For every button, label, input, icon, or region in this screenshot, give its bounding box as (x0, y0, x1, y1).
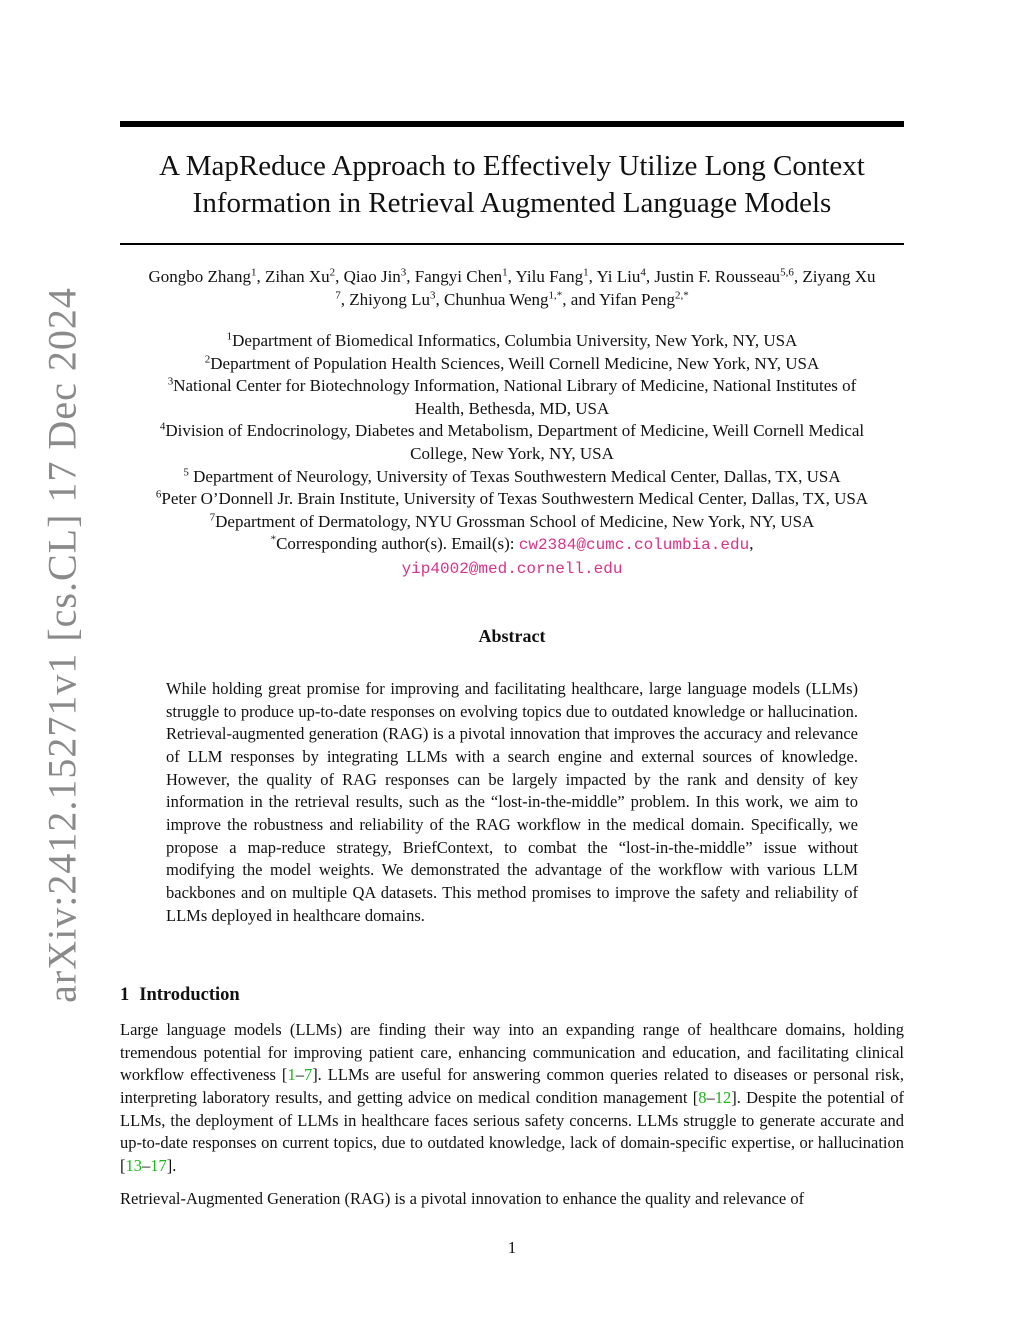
author-affil-sup: 1,* (548, 289, 563, 302)
author-affil-sup: 1 (250, 266, 257, 279)
citation-link[interactable]: 1 (287, 1065, 296, 1085)
paper-title (120, 148, 904, 222)
section-heading-introduction (120, 985, 240, 1006)
page-number: 1 (507, 1238, 517, 1257)
author-line-1: Gongbo Zhang$^1$, Zihan Xu$^2$, Qiao Jin$^3$, Fangyi Chen$^1$, Yilu Fang$^1$, Yi Liu$^4$, Justin F. Rousseau$^{5,6}$, Ziyang Xu (148, 266, 876, 286)
author-name: Chunhua Weng (443, 290, 549, 309)
affiliation-item: $^1$Department of Biomedical Informatics, Columbia University, New York, NY, USA (226, 330, 798, 350)
section-number: 1 (120, 985, 130, 1005)
title-line-1: A MapReduce Approach to Effectively Utilize Long Context (159, 150, 865, 182)
author-name: Justin F. Rousseau (654, 267, 781, 286)
author-affil-sup: 3 (429, 289, 436, 302)
author-name: Zihan Xu (264, 267, 330, 286)
affiliation-list (120, 330, 904, 581)
author-affil-sup: 1 (583, 266, 589, 279)
author-name: Qiao Jin (343, 267, 401, 286)
author-affil-sup: 5,6 (780, 266, 794, 279)
author-list (120, 265, 904, 311)
author-name: Yilu Fang (515, 267, 584, 286)
title-bottom-rule (120, 243, 904, 245)
abstract-heading: Abstract (478, 626, 546, 646)
affiliation-item: $^7$Department of Dermatology, NYU Grossman School of Medicine, New York, NY, USA (209, 511, 815, 531)
title-top-rule (120, 121, 904, 127)
citation-link[interactable]: 13 (125, 1155, 142, 1175)
title-line-2: Information in Retrieval Augmented Language Models (192, 187, 832, 219)
author-name: Gongbo Zhang (148, 267, 251, 286)
author-affil-sup: 2,* (675, 289, 689, 302)
author-affil-sup: 4 (640, 266, 646, 279)
author-name: Fangyi Chen (414, 267, 503, 286)
author-line-2: $^7$, Zhiyong Lu$^3$, Chunhua Weng$^{1,*}$, and Yifan Peng$^{2,*}$ (335, 289, 689, 309)
affiliation-item-cont: Health, Bethesda, MD, USA (414, 398, 610, 418)
affiliation-item: $^3$National Center for Biotechnology Information, National Library of Medicine, National Institutes of (167, 375, 857, 396)
intro-paragraph-1: Large language models (LLMs) are finding their way into an expanding range of healthcare domains, holding tremendous potential for improving patient care, enhancing communication and education, and facilitating clinical workflow effectiveness [1–7]. LLMs are useful for answering common queries related to diseases or personal risk, interpreting laboratory results, and getting advice on medical condition management [8–12]. Despite the potential of LLMs, the deployment of LLMs in healthcare faces serious safety concerns. LLMs struggle to generate accurate and up-to-date responses on current topics, due to outdated knowledge, lack of domain-specific expertise, or hallucination [13–17]. (120, 1020, 904, 1175)
author-affil-sup: 7 (335, 289, 341, 302)
correspondence-cont (120, 557, 904, 581)
citation-link[interactable]: 8 (698, 1087, 707, 1107)
author-name: Zhiyong Lu (349, 290, 430, 309)
author-affil-sup: 2 (329, 266, 336, 279)
affiliation-item: $^4$Division of Endocrinology, Diabetes and Metabolism, Department of Medicine, Weill Cornell Medical (159, 420, 865, 441)
citation-link[interactable]: 17 (150, 1155, 167, 1175)
abstract-text: While holding great promise for improving and facilitating healthcare, large language models (LLMs) struggle to produce up-to-date responses on evolving topics due to outdated knowledge or hallucination. Retrieval-augmented generation (RAG) is a pivotal innovation that improves the accuracy and relevance of LLM responses by integrating LLMs with a search engine and external sources of knowledge. However, the quality of RAG responses can be largely impacted by the rank and density of key information in the retrieval results, such as the “lost-in-the-middle” problem. In this work, we aim to improve the robustness and reliability of the RAG workflow in the medical domain. Specifically, we propose a map-reduce strategy, BriefContext, to combat the “lost-in-the-middle” issue without modifying the model weights. We demonstrated the advantage of the workflow with various LLM backbones and on multiple QA datasets. This method promises to improve the safety and reliability of LLMs deployed in healthcare domains. (166, 679, 858, 925)
affiliation-item-cont: College, New York, NY, USA (410, 443, 614, 463)
author-affil-sup: 1 (502, 266, 508, 279)
email-link-1[interactable]: cw2384@cumc.columbia.edu (518, 536, 750, 555)
affiliation-item: $^5$ Department of Neurology, University of Texas Southwestern Medical Center, Dallas, TX, USA (183, 465, 841, 486)
citation-link[interactable]: 12 (714, 1087, 732, 1107)
author-affil-sup: 3 (400, 266, 407, 279)
affiliation-item: $^2$Department of Population Health Sciences, Weill Cornell Medicine, New York, NY, USA (204, 352, 820, 373)
email-link-2[interactable]: yip4002@med.cornell.edu (401, 559, 623, 578)
intro-paragraph-2: Retrieval-Augmented Generation (RAG) is a pivotal innovation to enhance the quality and relevance of (120, 1189, 805, 1208)
affiliation-item: $^6$Peter O’Donnell Jr. Brain Institute, University of Texas Southwestern Medical Center, Dallas, TX, USA (155, 488, 869, 509)
author-name: Yi Liu (596, 267, 641, 286)
arxiv-identifier: arXiv:2412.15271v1 [cs.CL] 17 Dec 2024 (39, 287, 85, 1003)
author-name: Ziyang Xu (802, 267, 876, 286)
author-name: Yifan Peng (598, 290, 675, 309)
correspondence: *Corresponding author(s). Email(s): cw2384@cumc.columbia.edu, (270, 533, 754, 555)
citation-link[interactable]: 7 (303, 1065, 313, 1085)
section-title: Introduction (139, 985, 240, 1005)
